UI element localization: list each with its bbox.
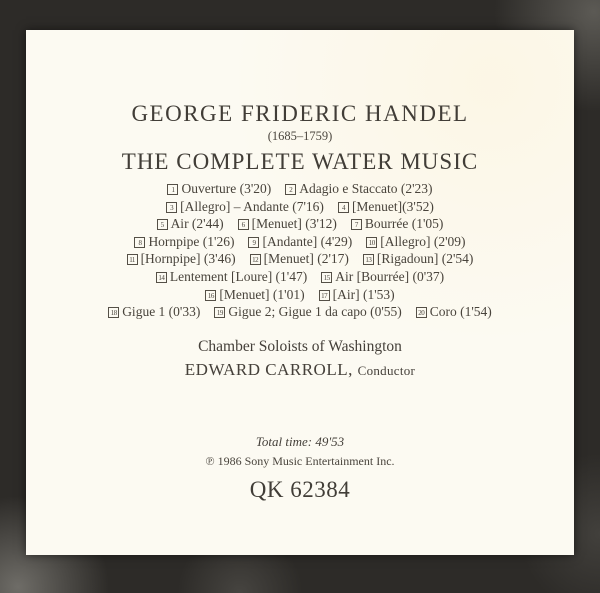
conductor-name: EDWARD CARROLL,: [184, 359, 353, 379]
track-item: [366, 233, 465, 251]
track-number-box: 3: [166, 202, 177, 213]
track-title: Coro (1'54): [429, 304, 492, 320]
artist-name: GEORGE FRIDERIC HANDEL: [131, 101, 469, 126]
track-item: [319, 286, 395, 304]
track-line: [26, 215, 574, 233]
track-number-box: 9: [248, 237, 259, 248]
track-number-box: 20: [416, 307, 427, 318]
track-title: Gigue 2; Gigue 1 da capo (0'55): [228, 304, 402, 320]
track-number-box: 13: [363, 254, 374, 265]
track-item: [238, 215, 337, 233]
track-title: [Menuet] (2'17): [263, 251, 349, 267]
track-item: [416, 303, 492, 321]
track-item: [134, 233, 234, 251]
tracklist: [26, 180, 574, 321]
track-title: [Air] (1'53): [332, 286, 395, 302]
album-title: THE COMPLETE WATER MUSIC: [121, 149, 479, 174]
track-title: [Allegro] (2'09): [380, 233, 466, 249]
catalog-number: QK 62384: [249, 476, 351, 502]
track-number-box: 14: [156, 272, 167, 283]
track-number-box: 17: [319, 290, 330, 301]
track-title: [Hornpipe] (3'46): [140, 251, 236, 267]
track-number-box: 6: [238, 219, 249, 230]
track-item: [363, 250, 474, 268]
track-item: [205, 286, 304, 304]
track-number-box: 2: [285, 184, 296, 195]
track-line: [26, 198, 574, 216]
artist-years: (1685–1759): [267, 129, 333, 143]
track-number-box: 12: [250, 254, 261, 265]
track-number-box: 5: [157, 219, 168, 230]
booklet-panel: [26, 30, 574, 555]
track-title: [Rigadoun] (2'54): [376, 251, 474, 267]
total-time: Total time: 49'53: [255, 433, 345, 449]
track-line: [26, 268, 574, 286]
track-title: [Menuet] (3'12): [251, 216, 337, 232]
track-title: Bourrée (1'05): [364, 216, 444, 232]
track-item: [166, 198, 324, 216]
track-item: [108, 303, 200, 321]
track-number-box: 18: [108, 307, 119, 318]
track-line: [26, 180, 574, 198]
track-number-box: 11: [127, 254, 138, 265]
track-item: [248, 233, 352, 251]
copyright-notice: ℗ 1986 Sony Music Entertainment Inc.: [205, 453, 395, 468]
track-line: [26, 250, 574, 268]
track-title: Hornpipe (1'26): [148, 233, 235, 249]
track-number-box: 8: [134, 237, 145, 248]
track-item: [157, 215, 224, 233]
track-item: [285, 180, 432, 198]
track-title: Adagio e Staccato (2'23): [299, 181, 433, 196]
track-line: [26, 286, 574, 304]
track-item: [338, 198, 434, 216]
track-number-box: 16: [205, 290, 216, 301]
track-title: Lentement [Loure] (1'47): [169, 268, 308, 284]
track-title: Air (2'44): [170, 216, 224, 232]
track-title: [Menuet](3'52): [351, 198, 434, 214]
track-title: Air [Bourrée] (0'37): [335, 268, 445, 284]
ensemble-name: Chamber Soloists of Washington: [198, 337, 402, 355]
track-number-box: 19: [214, 307, 225, 318]
track-title: [Allegro] – Andante (7'16): [180, 198, 324, 214]
track-item: [250, 250, 349, 268]
track-number-box: 15: [321, 272, 332, 283]
track-item: [167, 180, 271, 198]
track-number-box: 10: [366, 237, 377, 248]
track-line: [26, 233, 574, 251]
track-item: [214, 303, 401, 321]
track-item: [321, 268, 444, 286]
track-item: [156, 268, 307, 286]
track-number-box: 4: [338, 202, 349, 213]
track-item: [351, 215, 444, 233]
track-number-box: 1: [167, 184, 178, 195]
conductor-role: Conductor: [357, 362, 416, 378]
track-item: [127, 250, 236, 268]
track-title: [Menuet] (1'01): [219, 286, 305, 302]
track-line: [26, 303, 574, 321]
track-title: [Andante] (4'29): [262, 233, 353, 249]
track-title: Gigue 1 (0'33): [122, 304, 201, 320]
track-number-box: 7: [351, 219, 362, 230]
conductor-line: [26, 360, 574, 380]
track-title: Ouverture (3'20): [181, 181, 272, 196]
